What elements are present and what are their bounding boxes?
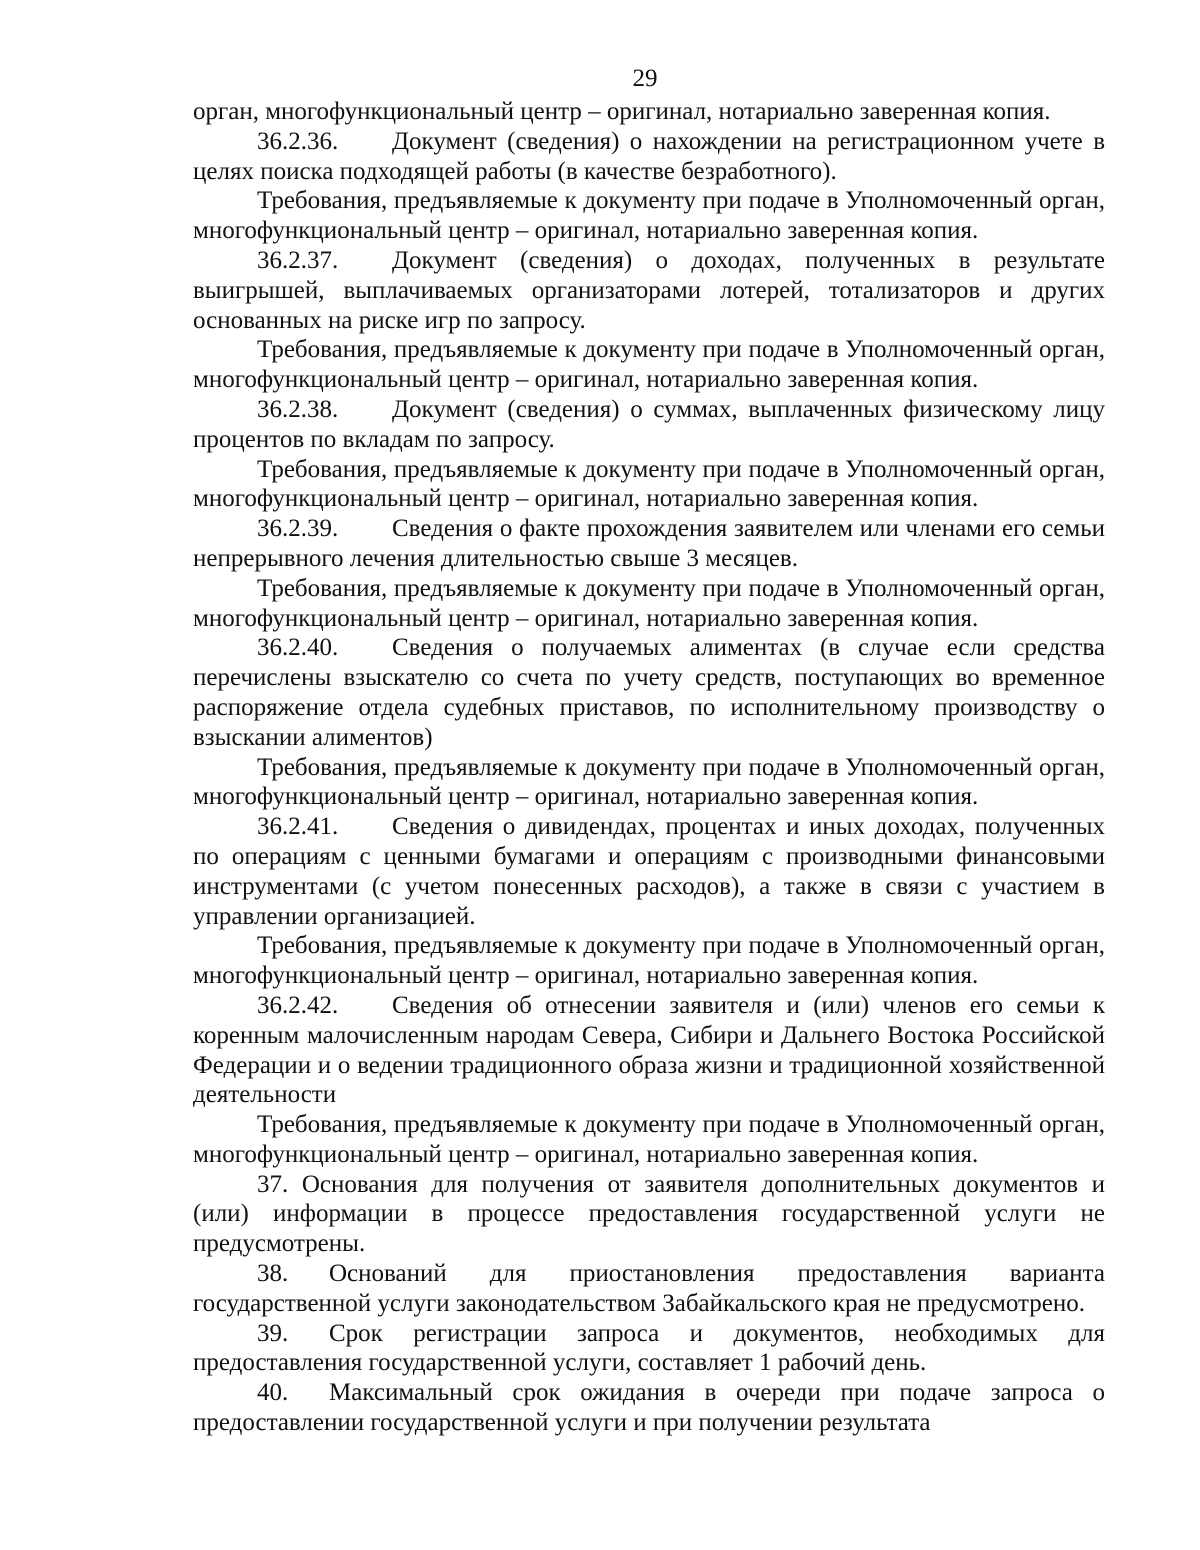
- item-number: 36.2.37.: [257, 246, 339, 274]
- paragraph-37: 37. Основания для получения от заявителя дополнительных документов и (или) информации в процессе предоставления государственной услуги не предусмотрены.: [193, 1170, 1105, 1258]
- item-text: Сведения о дивидендах, процентах и иных доходах, полученных по операциям с ценными бумагами и операциям с производными финансовыми инструментами (с учетом понесенных расходов), а также в связи с участием в управлении организацией.: [193, 813, 1105, 930]
- requirements-paragraph: Требования, предъявляемые к документу при подаче в Уполномоченный орган, многофункциональный центр – оригинал, нотариально заверенная копия.: [193, 932, 1105, 990]
- item-text: Сведения об отнесении заявителя и (или) членов его семьи к коренным малочисленным народам Севера, Сибири и Дальнего Востока Российской Федерации и о ведении традиционного образа жизни и традиционной хозяйственной деятельности: [193, 991, 1105, 1109]
- requirements-paragraph: Требования, предъявляемые к документу при подаче в Уполномоченный орган, многофункциональный центр – оригинал, нотариально заверенная копия.: [193, 1111, 1105, 1168]
- item-text: Документ (сведения) о суммах, выплаченных физическому лицу процентов по вкладам по запросу.: [193, 395, 1105, 453]
- paragraph-40: [193, 1378, 1105, 1438]
- item-36-2-38: [193, 395, 1105, 455]
- item-number: 36.2.36.: [257, 127, 339, 155]
- item-36-2-41: [193, 812, 1105, 931]
- paragraph-number: 38.: [257, 1260, 289, 1288]
- paragraph-text: Срок регистрации запроса и документов, необходимых для предоставления государственной услуги, составляет 1 рабочий день.: [193, 1319, 1105, 1377]
- document-body: [193, 97, 1105, 1438]
- item-36-2-42: [193, 991, 1105, 1110]
- page-number: 29: [632, 65, 658, 92]
- item-text: Сведения о получаемых алиментах (в случае если средства перечислены взыскателю со счета по учету средств, поступающих во временное распоряжение отдела судебных приставов, по исполнительному производству о взыскании алиментов): [193, 634, 1105, 751]
- item-number: 36.2.39.: [257, 515, 339, 543]
- requirements-paragraph: Требования, предъявляемые к документу при подаче в Уполномоченный орган, многофункциональный центр – оригинал, нотариально заверенная копия.: [193, 574, 1105, 632]
- paragraph-text: Максимальный срок ожидания в очереди при подаче запроса о предоставлении государственной услуги и при получении результата: [193, 1379, 1105, 1437]
- item-text: Сведения о факте прохождения заявителем или членами его семьи непрерывного лечения длительностью свыше 3 месяцев.: [193, 515, 1105, 572]
- item-36-2-37: [193, 246, 1105, 335]
- paragraph-number: 39.: [257, 1319, 289, 1347]
- item-text: Документ (сведения) о доходах, полученных в результате выигрышей, выплачиваемых организаторами лотерей, тотализаторов и других основанных на риске игр по запросу.: [193, 246, 1105, 334]
- item-36-2-40: [193, 633, 1105, 752]
- item-number: 36.2.40.: [257, 634, 339, 662]
- item-36-2-39: [193, 514, 1105, 574]
- paragraph-number: 40.: [257, 1379, 289, 1407]
- item-number: 36.2.41.: [257, 813, 339, 841]
- requirements-paragraph: Требования, предъявляемые к документу при подаче в Уполномоченный орган, многофункциональный центр – оригинал, нотариально заверенная копия.: [193, 187, 1105, 245]
- paragraph-39: [193, 1319, 1105, 1379]
- paragraph-continuation: орган, многофункциональный центр – оригинал, нотариально заверенная копия.: [193, 98, 1051, 125]
- item-number: 36.2.42.: [257, 991, 339, 1019]
- requirements-paragraph: Требования, предъявляемые к документу при подаче в Уполномоченный орган, многофункциональный центр – оригинал, нотариально заверенная копия.: [193, 753, 1105, 811]
- paragraph-38: [193, 1259, 1105, 1319]
- item-text: Документ (сведения) о нахождении на регистрационном учете в целях поиска подходящей работы (в качестве безработного).: [193, 127, 1105, 185]
- requirements-paragraph: Требования, предъявляемые к документу при подаче в Уполномоченный орган, многофункциональный центр – оригинал, нотариально заверенная копия.: [193, 455, 1105, 513]
- requirements-paragraph: Требования, предъявляемые к документу при подаче в Уполномоченный орган, многофункциональный центр – оригинал, нотариально заверенная копия.: [193, 336, 1105, 394]
- paragraph-text: Оснований для приостановления предоставления варианта государственной услуги законодательством Забайкальского края не предусмотрено.: [193, 1260, 1105, 1317]
- item-number: 36.2.38.: [257, 395, 339, 423]
- item-36-2-36: [193, 127, 1105, 187]
